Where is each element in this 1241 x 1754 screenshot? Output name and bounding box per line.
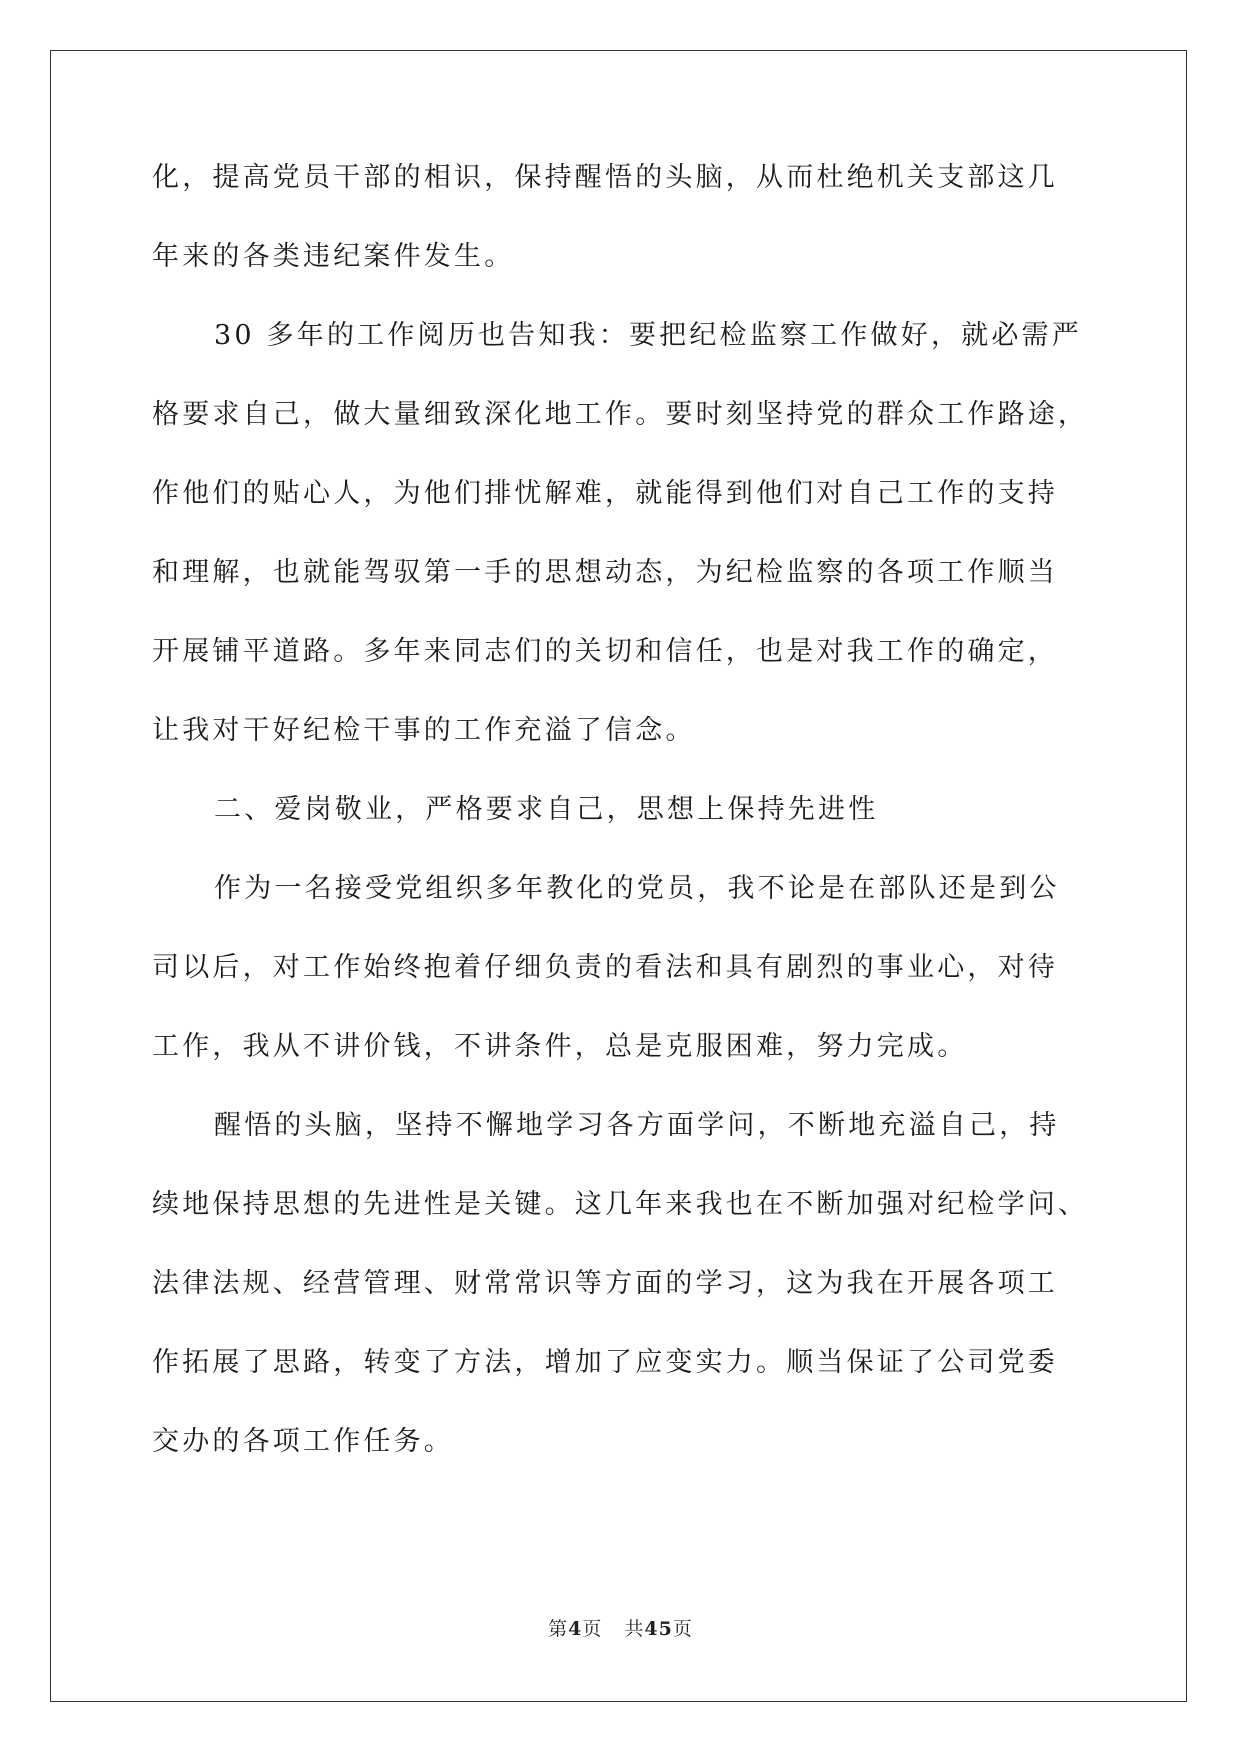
total-suffix: 页 [672,1618,693,1640]
text-line-3: 30 多年的工作阅历也告知我：要把纪检监察工作做好，就必需严 [214,320,1082,351]
text-line-11: 司以后，对工作始终抱着仔细负责的看法和具有剧烈的事业心，对待 [152,952,1058,983]
current-page-number: 4 [568,1618,583,1640]
text-line-2: 年来的各类违纪案件发生。 [152,241,515,272]
section-heading: 二、爱岗敬业，严格要求自己，思想上保持先进性 [214,794,879,825]
text-line-15: 法律法规、经营管理、财常常识等方面的学习，这为我在开展各项工 [152,1268,1058,1299]
page-prefix: 第 [548,1618,569,1640]
page-footer [0,1614,1241,1641]
text-line-16: 作拓展了思路，转变了方法，增加了应变实力。顺当保证了公司党委 [152,1347,1058,1378]
text-line-17: 交办的各项工作任务。 [152,1426,454,1457]
text-line-10: 作为一名接受党组织多年教化的党员，我不论是在部队还是到公 [214,873,1060,904]
text-line-6: 和理解，也就能驾驭第一手的思想动态，为纪检监察的各项工作顺当 [152,557,1058,588]
total-prefix: 共 [624,1618,645,1640]
document-body [152,158,1092,1501]
text-line-1: 化，提高党员干部的相识，保持醒悟的头脑，从而杜绝机关支部这几 [152,162,1058,193]
total-page-count: 45 [644,1618,673,1640]
text-line-5: 作他们的贴心人，为他们排忧解难，就能得到他们对自己工作的支持 [152,478,1058,509]
page-suffix: 页 [582,1618,603,1640]
text-line-8: 让我对干好纪检干事的工作充溢了信念。 [152,715,696,746]
text-line-7: 开展铺平道路。多年来同志们的关切和信任，也是对我工作的确定， [152,636,1058,667]
text-line-4: 格要求自己，做大量细致深化地工作。要时刻坚持党的群众工作路途， [152,399,1089,430]
text-line-13: 醒悟的头脑，坚持不懈地学习各方面学问，不断地充溢自己，持 [214,1110,1060,1141]
text-line-14: 续地保持思想的先进性是关键。这几年来我也在不断加强对纪检学问、 [152,1189,1089,1220]
text-line-12: 工作，我从不讲价钱，不讲条件，总是克服困难，努力完成。 [152,1031,968,1062]
